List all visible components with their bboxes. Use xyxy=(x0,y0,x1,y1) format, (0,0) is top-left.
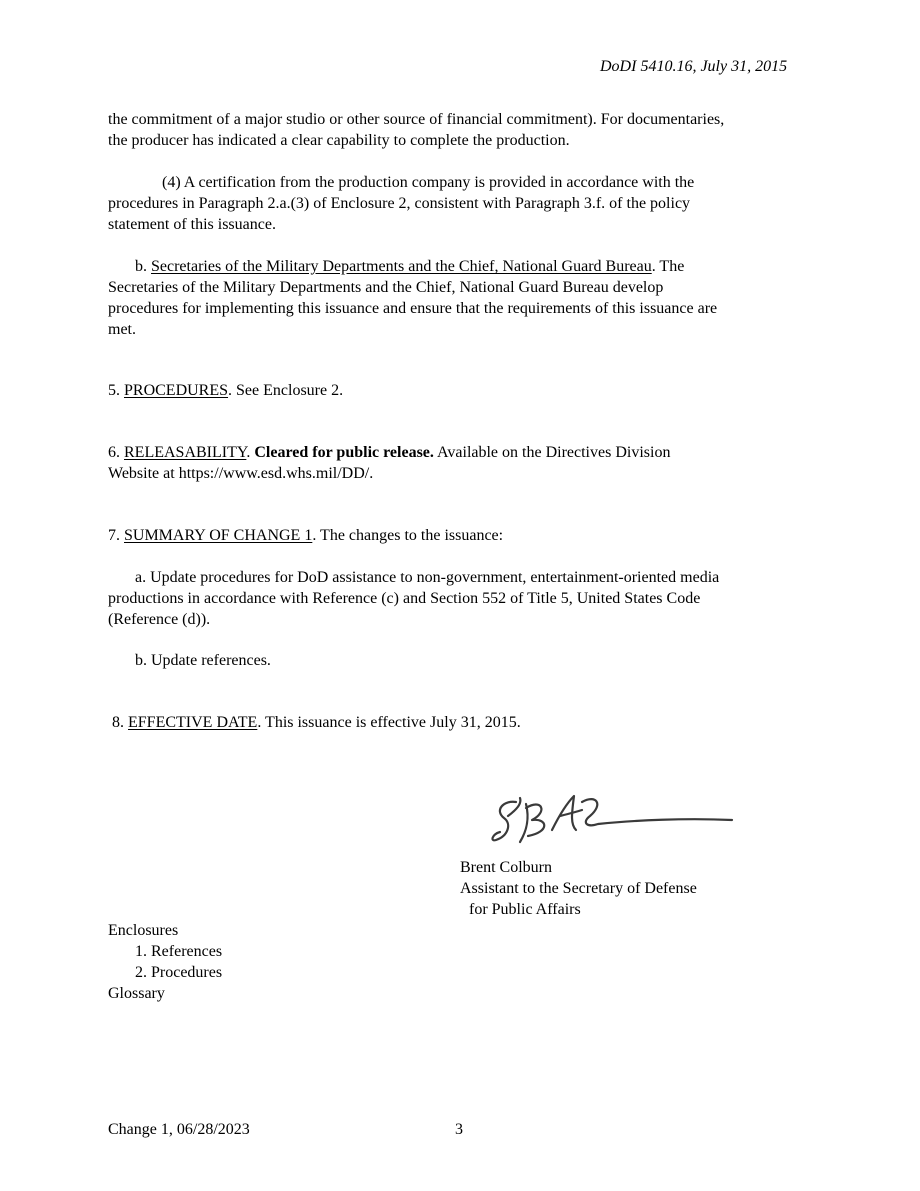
para-a4-line-1: (4) A certification from the production company is provided in accordance with the xyxy=(162,174,695,191)
section-6-text: Available on the Directives Division xyxy=(433,444,671,461)
section-6-bold-text: Cleared for public release. xyxy=(254,444,434,461)
para-b-line-4: met. xyxy=(108,321,136,338)
section-6-sep: . xyxy=(246,444,255,461)
section-6-line-1 xyxy=(108,442,670,463)
footer-change: Change 1, 06/28/2023 xyxy=(108,1121,250,1138)
document-header: DoDI 5410.16, July 31, 2015 xyxy=(600,58,788,75)
enclosure-item-references: 1. References xyxy=(135,943,223,960)
section-5-heading: PROCEDURES xyxy=(124,382,229,399)
section-7-heading: SUMMARY OF CHANGE 1 xyxy=(124,527,313,544)
section-8-number: 8. xyxy=(112,714,128,731)
signatory-name: Brent Colburn xyxy=(460,859,552,876)
continuation-line-2: the producer has indicated a clear capability to complete the production. xyxy=(108,132,570,149)
para-a4-line-3: statement of this issuance. xyxy=(108,216,276,233)
para-b-prefix: b. xyxy=(135,258,151,275)
para-b-line-3: procedures for implementing this issuance and ensure that the requirements of this issuance are xyxy=(108,300,718,317)
section-7-item-b: b. Update references. xyxy=(135,652,271,669)
section-8 xyxy=(112,712,521,733)
section-8-heading: EFFECTIVE DATE xyxy=(128,714,258,731)
section-5-text: . See Enclosure 2. xyxy=(228,382,344,399)
section-6-heading: RELEASABILITY xyxy=(124,444,247,461)
enclosures-label: Enclosures xyxy=(108,922,179,939)
section-8-text: . This issuance is effective July 31, 2015. xyxy=(257,714,521,731)
signature-image xyxy=(486,790,736,854)
section-7 xyxy=(108,525,503,546)
section-7-text: . The changes to the issuance: xyxy=(312,527,504,544)
section-5-number: 5. xyxy=(108,382,124,399)
para-a4-line-2: procedures in Paragraph 2.a.(3) of Enclosure 2, consistent with Paragraph 3.f. of the policy xyxy=(108,195,691,212)
section-5 xyxy=(108,380,343,401)
section-7-item-a-line-1: a. Update procedures for DoD assistance to non-government, entertainment-oriented media xyxy=(135,569,720,586)
enclosure-item-procedures: 2. Procedures xyxy=(135,964,223,981)
signatory-title-line-1: Assistant to the Secretary of Defense xyxy=(460,880,697,897)
para-b-line-2: Secretaries of the Military Departments and the Chief, National Guard Bureau develop xyxy=(108,279,664,296)
section-6-number: 6. xyxy=(108,444,124,461)
section-7-item-a-line-3: (Reference (d)). xyxy=(108,611,211,628)
signatory-title-line-2: for Public Affairs xyxy=(469,901,581,918)
para-b-after-heading: . The xyxy=(651,258,685,275)
section-6-line-2: Website at https://www.esd.whs.mil/DD/. xyxy=(108,465,374,482)
continuation-line-1: the commitment of a major studio or other source of financial commitment). For documentaries, xyxy=(108,111,725,128)
footer-page-number: 3 xyxy=(455,1121,463,1138)
para-b-heading: Secretaries of the Military Departments and the Chief, National Guard Bureau xyxy=(151,258,652,275)
section-7-item-a-line-2: productions in accordance with Reference (c) and Section 552 of Title 5, United States Code xyxy=(108,590,701,607)
para-b-line-1 xyxy=(135,256,684,277)
section-7-number: 7. xyxy=(108,527,124,544)
glossary-label: Glossary xyxy=(108,985,165,1002)
